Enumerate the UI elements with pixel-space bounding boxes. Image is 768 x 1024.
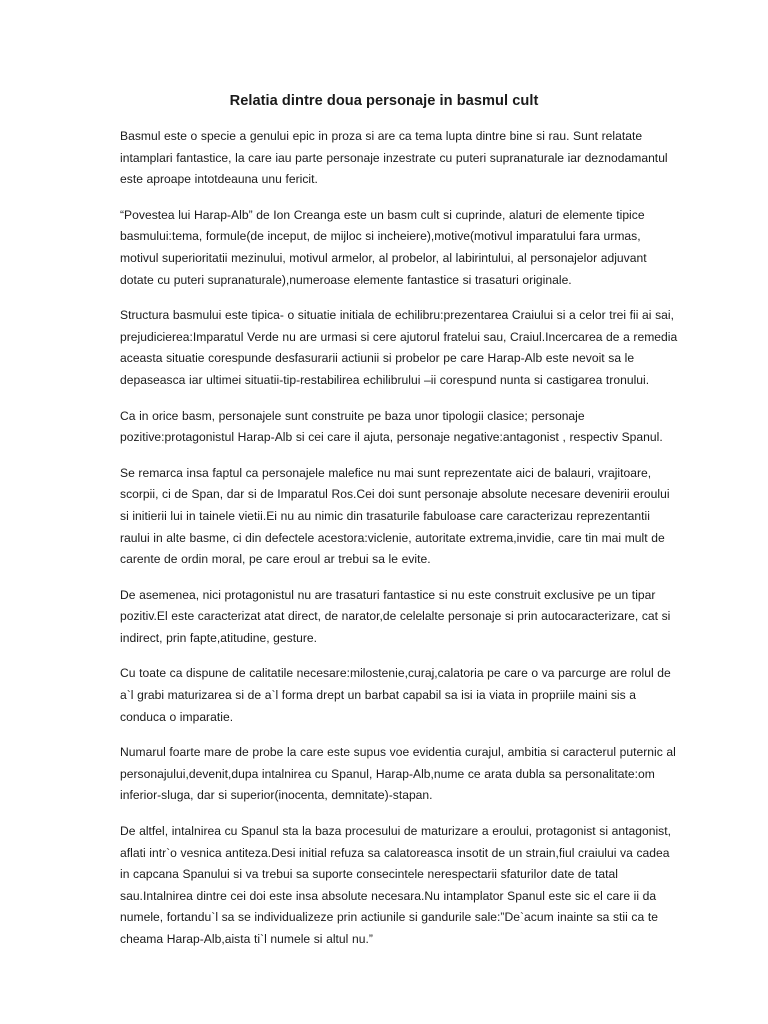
paragraph-4: Ca in orice basm, personajele sunt construite pe baza unor tipologii clasice; personaje pozitive:protagonistul Harap-Alb si cei care il ajuta, personaje negative:antagonist , respectiv Spanul. [120,408,663,445]
paragraph-6: De asemenea, nici protagonistul nu are trasaturi fantastice si nu este construit exclusive pe un tipar pozitiv.El este caracterizat atat direct, de narator,de celelalte personaje si prin autocaracterizare, cat si indirect, prin fapte,atitudine, gesture. [120,587,671,645]
document-body [120,126,680,965]
paragraph-9: De altfel, intalnirea cu Spanul sta la baza procesului de maturizare a eroului, protagonist si antagonist, aflati intr`o vesnica antiteza.Desi initial refuza sa calatoreasca insotit de un strain,fiul craiului va cadea in capcana Spanului si va trebui sa suporte consecintele nerespectarii sfaturilor date de tatal sau.Intalnirea dintre cei doi este insa absolute necesara.Nu intamplator Spanul este sic el care ii da numele, fortandu`l sa se individualizeze prin actiunile si gandurile sale:”De`acum inainte sa stii ca te cheama Harap-Alb,aista ti`l numele si altul nu.” [120,824,671,946]
paragraph-8: Numarul foarte mare de probe la care este supus voe evidentia curajul, ambitia si caracterul puternic al personajului,devenit,dupa intalnirea cu Spanul, Harap-Alb,nume ce arata dubla sa personalitate:om inferior-sluga, dar si superior(inocenta, demnitate)-stapan. [120,745,676,803]
paragraph-3: Structura basmului este tipica- o situatie initiala de echilibru:prezentarea Craiului si a celor trei fii ai sai, prejudicierea:Imparatul Verde nu are urmasi si cere ajutorul fratelui sau, Craiul.Incercarea de a remedia aceasta situatie corespunde desfasurarii actiunii si probelor pe care Harap-Alb este nevoit sa le depaseasca iar ultimei situatii-tip-restabilirea echilibrului –ii corespund nunta si castigarea tronului. [120,308,678,387]
document-title: Relatia dintre doua personaje in basmul cult [229,93,539,109]
paragraph-1: Basmul este o specie a genului epic in proza si are ca tema lupta dintre bine si rau. Sunt relatate intamplari fantastice, la care iau parte personaje inzestrate cu puteri supranaturale iar deznodamantul este aproape intotdeauna unu fericit. [120,129,668,187]
paragraph-2: “Povestea lui Harap-Alb” de Ion Creanga este un basm cult si cuprinde, alaturi de elemente tipice basmului:tema, formule(de inceput, de mijloc si incheiere),motive(motivul imparatului fara urmas, motivul superioritatii mezinului, motivul armelor, al probelor, al labirintului, al personajelor adjuvant dotate cu puteri supranaturale),numeroase elemente fantastice si trasaturi originale. [120,207,647,287]
paragraph-7: Cu toate ca dispune de calitatile necesare:milostenie,curaj,calatoria pe care o va parcurge are rolul de a`l grabi maturizarea si de a`l forma drept un barbat capabil sa isi ia viata in propriile maini sis a conduca o imparatie. [120,666,671,724]
paragraph-5: Se remarca insa faptul ca personajele malefice nu mai sunt reprezentate aici de balauri, vrajitoare, scorpii, ci de Span, dar si de Imparatul Ros.Cei doi sunt personaje absolute necesare devenirii eroului si initierii lui in tainele vietii.Ei nu au nimic din trasaturile fabuloase care caracterizau reprezentantii raului in alte basme, ci din defectele acestora:viclenie, autoritate extrema,invidie, care tin mai mult de carente de ordin moral, pe care eroul ar trebui sa le evite. [120,465,670,567]
